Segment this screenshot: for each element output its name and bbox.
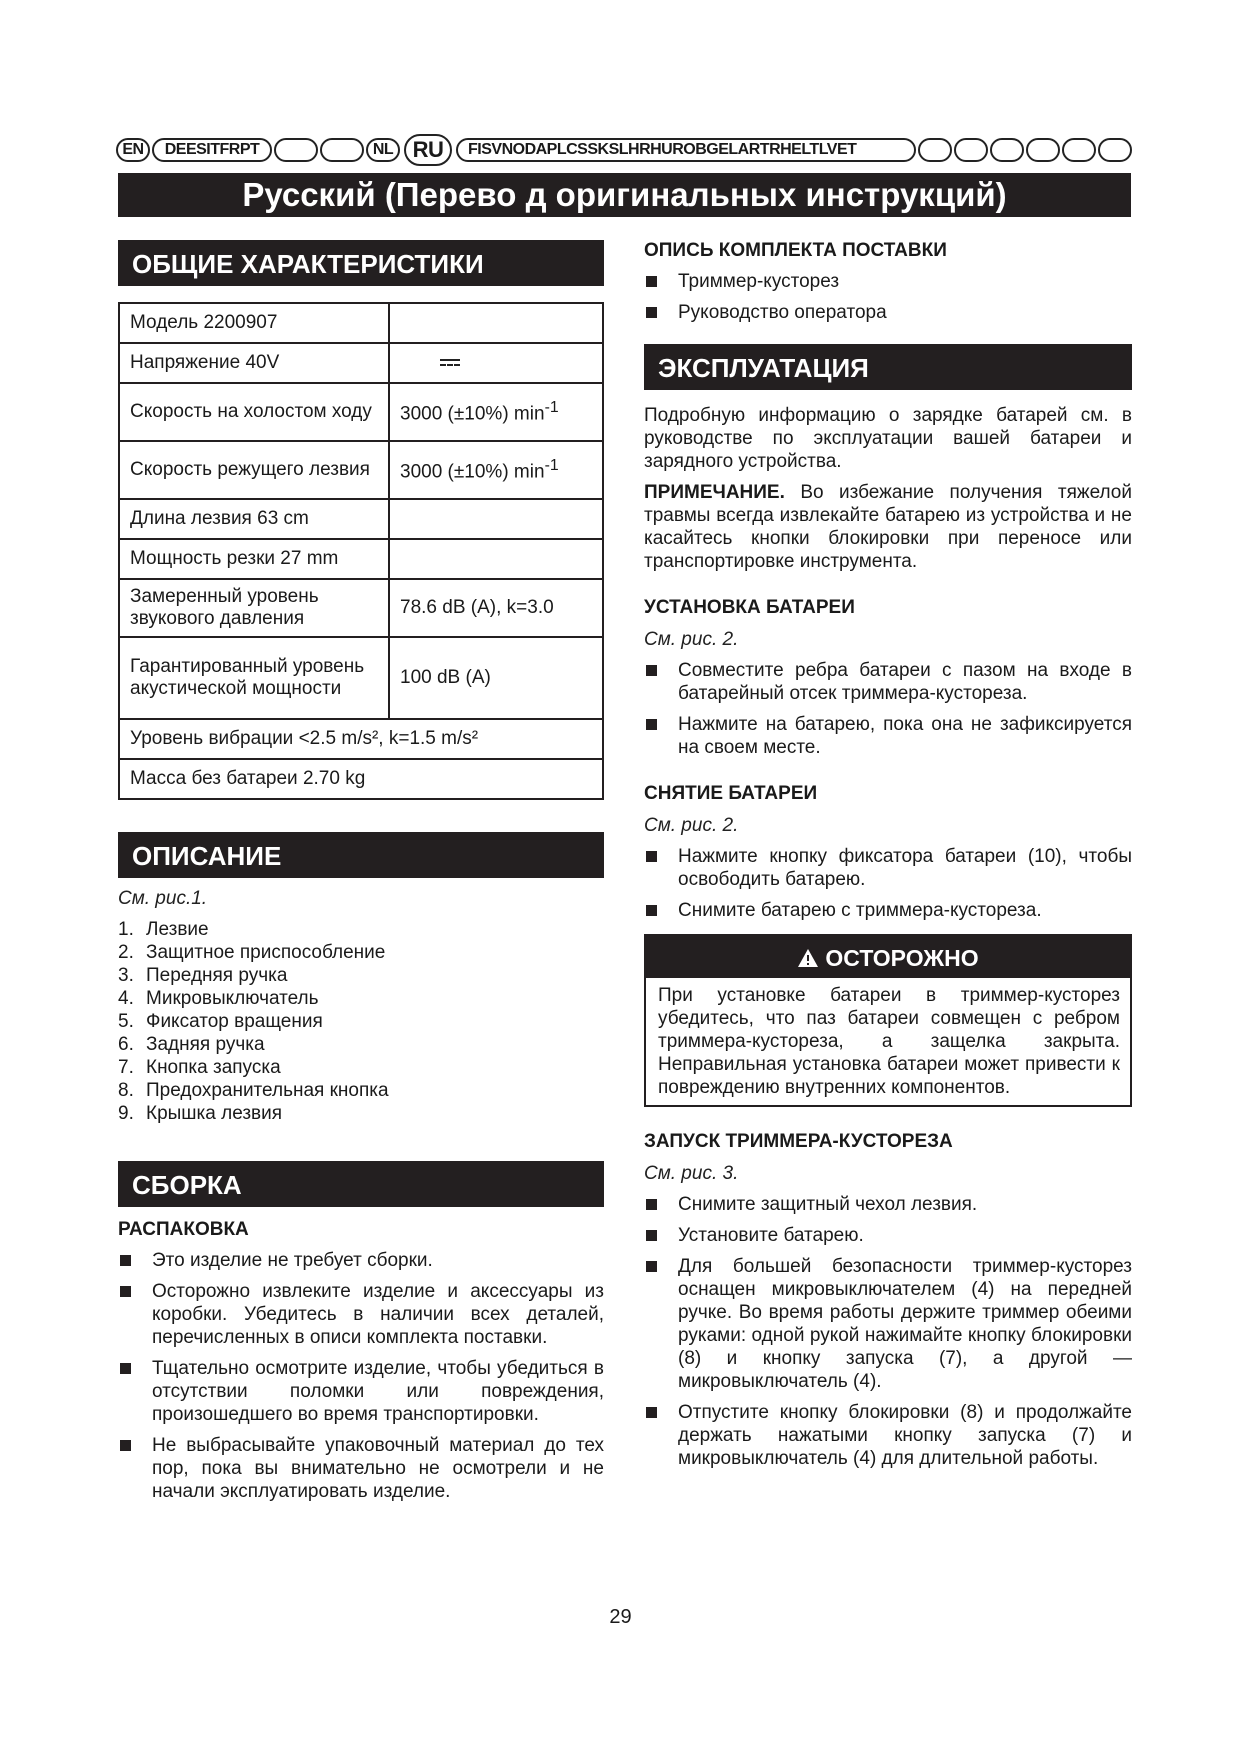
bullet-square-icon <box>646 1199 657 1210</box>
spec-table <box>118 302 604 800</box>
caution-box <box>644 934 1132 1107</box>
spec-row <box>119 303 603 343</box>
spec-label: Модель 2200907 <box>119 303 389 343</box>
list-item: 2. Защитное приспособление <box>118 942 386 963</box>
operation-heading: ЭКСПЛУАТАЦИЯ <box>644 344 1132 390</box>
spec-value <box>389 303 603 343</box>
spec-value-sup: -1 <box>544 398 559 416</box>
list-item: Тщательно осмотрите изделие, чтобы убедиться в отсутствии поломки или повреждения, произошедшего во время транспортировки. <box>118 1357 604 1426</box>
spec-value: 3000 (±10%) $\min^{-1}$ <box>389 383 603 441</box>
right-column <box>644 240 1132 1470</box>
dc-current-icon <box>440 359 460 367</box>
spec-row <box>119 579 603 637</box>
lang-pill-empty <box>320 138 364 162</box>
spec-value-sup: -1 <box>544 456 559 474</box>
bullet-square-icon <box>120 1286 131 1297</box>
spec-value <box>389 343 603 383</box>
spec-mass: Масса без батареи 2.70 kg <box>119 759 603 799</box>
spec-label: Скорость режущего лезвия <box>119 441 389 499</box>
list-item: Это изделие не требует сборки. <box>118 1249 604 1272</box>
lang-pill-empty <box>1098 138 1132 162</box>
warning-triangle-icon <box>797 948 819 968</box>
list-item: Триммер-кусторез <box>644 270 1132 293</box>
install-title: УСТАНОВКА БАТАРЕИ <box>644 597 855 618</box>
list-item: 9. Крышка лезвия <box>118 1103 283 1124</box>
spec-vibration: Уровень вибрации <2.5 m/s², k=1.5 m/s² <box>119 719 603 759</box>
list-item: Установите батарею. <box>644 1224 1132 1247</box>
remove-see-fig: См. рис. 2. <box>644 815 739 836</box>
spec-row <box>119 499 603 539</box>
start-see-fig: См. рис. 3. <box>644 1163 739 1184</box>
page-number: 29 <box>609 1606 632 1628</box>
left-column <box>118 240 604 1503</box>
spec-label: Мощность резки 27 mm <box>119 539 389 579</box>
spec-row <box>119 539 603 579</box>
bullet-square-icon <box>120 1440 131 1451</box>
lang-pill-empty <box>918 138 952 162</box>
lang-pill-group-1: DEESITFRPT <box>152 138 272 162</box>
description-see-fig: См. рис.1. <box>118 888 208 909</box>
page-title: Русский (Перево д оригинальных инструкций) <box>118 173 1131 217</box>
list-item: Для большей безопасности триммер-кусторез оснащен микровыключателем (4) на передней ручке. Во время работы держите триммер обеими руками: одной рукой нажимайте кнопку блокировки (8) и кнопку запуска (7), а другой — микровыключатель (4). <box>644 1255 1132 1393</box>
list-item: 3. Передняя ручка <box>118 965 288 986</box>
caution-header <box>646 936 1130 978</box>
bullet-square-icon <box>646 665 657 676</box>
unpacking-title: РАСПАКОВКА <box>118 1219 249 1240</box>
spec-label: Напряжение 40V <box>119 343 389 383</box>
bullet-square-icon <box>646 276 657 287</box>
list-item: Руководство оператора <box>644 301 1132 324</box>
spec-value <box>389 499 603 539</box>
bullet-square-icon <box>646 851 657 862</box>
spec-label: Длина лезвия 63 cm <box>119 499 389 539</box>
spec-row <box>119 637 603 719</box>
spec-value: 100 dB (A) <box>389 637 603 719</box>
assembly-heading: СБОРКА <box>118 1161 604 1207</box>
bullet-square-icon <box>646 1230 657 1241</box>
note-label: ПРИМЕЧАНИЕ. <box>644 482 785 503</box>
lang-pill-empty <box>990 138 1024 162</box>
caution-text: При установке батареи в триммер-кусторез убедитесь, что паз батареи совмещен с ребром триммера-кустореза, а защелка закрыта. Неправильная установка батареи может привести к повреждению внутренних компонентов. <box>658 985 1120 1098</box>
lang-pill-ru-active: RU <box>404 134 452 166</box>
lang-pill-empty <box>274 138 318 162</box>
bullet-square-icon <box>646 1261 657 1272</box>
caution-title: ОСТОРОЖНО <box>825 945 979 971</box>
install-see-fig: См. рис. 2. <box>644 629 739 650</box>
list-item: Отпустите кнопку блокировки (8) и продолжайте держать нажатыми кнопку запуска (7) и микровыключатель (4) для длительной работы. <box>644 1401 1132 1470</box>
spec-row <box>119 719 603 759</box>
lang-pill-empty <box>1026 138 1060 162</box>
bullet-square-icon <box>646 905 657 916</box>
bullet-square-icon <box>646 719 657 730</box>
bullet-square-icon <box>646 307 657 318</box>
remove-title: СНЯТИЕ БАТАРЕИ <box>644 783 818 804</box>
spec-row <box>119 383 603 441</box>
description-heading: ОПИСАНИЕ <box>118 832 604 878</box>
list-item: Нажмите на батарею, пока она не зафиксируется на своем месте. <box>644 713 1132 759</box>
list-item: Не выбрасывайте упаковочный материал до тех пор, пока вы внимательно не осмотрели и не начали эксплуатировать изделие. <box>118 1434 604 1503</box>
spec-value <box>389 539 603 579</box>
list-item: 5. Фиксатор вращения <box>118 1011 323 1032</box>
bullet-square-icon <box>120 1255 131 1266</box>
spec-row <box>119 343 603 383</box>
spec-row <box>119 441 603 499</box>
spec-row <box>119 759 603 799</box>
lang-pill-nl: NL <box>366 138 400 162</box>
lang-pill-empty <box>1062 138 1096 162</box>
list-item: Совместите ребра батареи с пазом на входе в батарейный отсек триммера-кустореза. <box>644 659 1132 705</box>
start-title: ЗАПУСК ТРИММЕРА-КУСТОРЕЗА <box>644 1131 953 1152</box>
list-item: 7. Кнопка запуска <box>118 1057 281 1078</box>
list-item: Нажмите кнопку фиксатора батареи (10), чтобы освободить батарею. <box>644 845 1132 891</box>
operation-intro: Подробную информацию о зарядке батарей см. в руководстве по эксплуатации вашей батареи и зарядного устройства. <box>644 405 1132 472</box>
general-heading: ОБЩИЕ ХАРАКТЕРИСТИКИ <box>118 240 604 286</box>
lang-pill-en: EN <box>116 138 150 162</box>
bullet-square-icon <box>646 1407 657 1418</box>
language-bar <box>116 134 1132 166</box>
kit-title: ОПИСЬ КОМПЛЕКТА ПОСТАВКИ <box>644 240 947 261</box>
list-item: Снимите батарею с триммера-кустореза. <box>644 899 1132 922</box>
spec-label: Скорость на холостом ходу <box>119 383 389 441</box>
bullet-square-icon <box>120 1363 131 1374</box>
lang-pill-empty <box>954 138 988 162</box>
lang-pill-group-2: FISVNODAPLCSSKSLHRHUROBGELARTRHELTLVET <box>456 138 916 162</box>
list-item: Осторожно извлеките изделие и аксессуары из коробки. Убедитесь в наличии всех деталей, перечисленных в описи комплекта поставки. <box>118 1280 604 1349</box>
parts-list <box>118 918 604 1125</box>
list-item: 8. Предохранительная кнопка <box>118 1080 389 1101</box>
list-item: 6. Задняя ручка <box>118 1034 265 1055</box>
spec-label: Замеренный уровень звукового давления <box>119 579 389 637</box>
spec-value: 78.6 dB (A), k=3.0 <box>389 579 603 637</box>
spec-label: Гарантированный уровень акустической мощности <box>119 637 389 719</box>
operation-note: ПРИМЕЧАНИЕ. Во избежание получения тяжелой травмы всегда извлекайте батарею из устройства и не касайтесь кнопки блокировки при переносе или транспортировке инструмента. <box>644 482 1132 572</box>
list-item: 4. Микровыключатель <box>118 988 319 1009</box>
list-item: Снимите защитный чехол лезвия. <box>644 1193 1132 1216</box>
spec-value: 3000 (±10%) $\min^{-1}$ <box>389 441 603 499</box>
list-item: 1. Лезвие <box>118 919 209 940</box>
